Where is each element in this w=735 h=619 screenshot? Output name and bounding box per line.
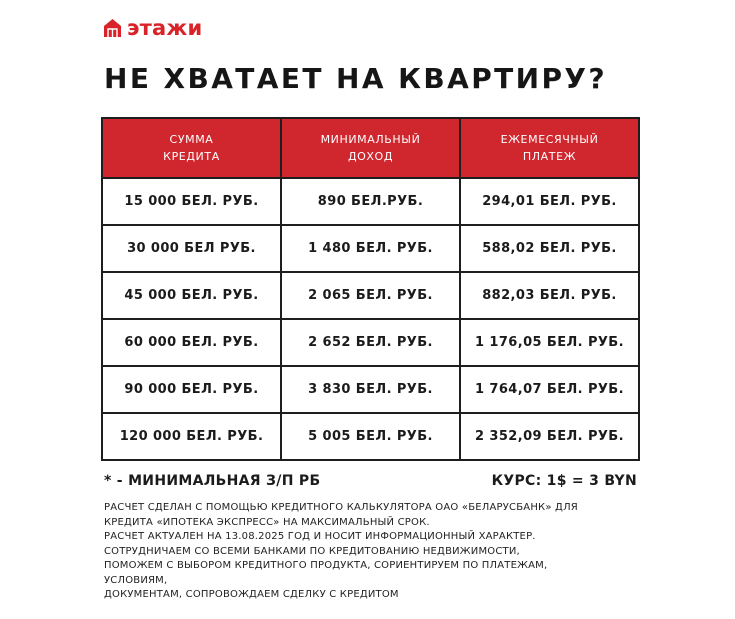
table-row: [102, 225, 639, 272]
disclaimer-line: ПОМОЖЕМ С ВЫБОРОМ КРЕДИТНОГО ПРОДУКТА, СОРИЕНТИРУЕМ ПО ПЛАТЕЖАМ,: [104, 560, 548, 571]
table-row: [102, 178, 639, 225]
house-icon: [104, 19, 121, 37]
disclaimer-line: УСЛОВИЯМ,: [104, 574, 168, 586]
exchange-rate-note: КУРС: 1$ = 3 BYN: [491, 473, 637, 489]
table-header-row: [102, 118, 639, 178]
disclaimer-line: КРЕДИТА «ИПОТЕКА ЭКСПРЕСС» НА МАКСИМАЛЬНЫЙ СРОК.: [104, 516, 430, 528]
table-row: [102, 319, 639, 366]
cell-loan-amount: 45 000 БЕЛ. РУБ.: [102, 272, 281, 319]
cell-monthly-payment: 1 176,05 БЕЛ. РУБ.: [460, 319, 639, 366]
cell-loan-amount: 30 000 БЕЛ РУБ.: [102, 225, 281, 272]
cell-monthly-payment: 588,02 БЕЛ. РУБ.: [460, 225, 639, 272]
disclaimer-text: [104, 501, 644, 603]
header-min-income: МИНИМАЛЬНЫЙ ДОХОД: [281, 118, 460, 178]
cell-min-income: 890 БЕЛ.РУБ.: [281, 178, 460, 225]
cell-min-income: 3 830 БЕЛ. РУБ.: [281, 366, 460, 413]
brand-name: этажи: [127, 16, 203, 40]
cell-monthly-payment: 882,03 БЕЛ. РУБ.: [460, 272, 639, 319]
disclaimer-line: РАСЧЕТ АКТУАЛЕН НА 13.08.2025 ГОД И НОСИТ ИНФОРМАЦИОННЫЙ ХАРАКТЕР.: [104, 531, 536, 542]
disclaimer-line: ДОКУМЕНТАМ, СОПРОВОЖДАЕМ СДЕЛКУ С КРЕДИТОМ: [104, 589, 399, 600]
cell-loan-amount: 15 000 БЕЛ. РУБ.: [102, 178, 281, 225]
cell-monthly-payment: 2 352,09 БЕЛ. РУБ.: [460, 413, 639, 460]
cell-min-income: 5 005 БЕЛ. РУБ.: [281, 413, 460, 460]
table-row: [102, 413, 639, 460]
disclaimer-line: РАСЧЕТ СДЕЛАН С ПОМОЩЬЮ КРЕДИТНОГО КАЛЬКУЛЯТОРА ОАО «БЕЛАРУСБАНК» ДЛЯ: [104, 502, 578, 513]
cell-loan-amount: 90 000 БЕЛ. РУБ.: [102, 366, 281, 413]
table-row: [102, 366, 639, 413]
table-row: [102, 272, 639, 319]
cell-loan-amount: 60 000 БЕЛ. РУБ.: [102, 319, 281, 366]
credit-table: [101, 117, 640, 461]
disclaimer-line: СОТРУДНИЧАЕМ СО ВСЕМИ БАНКАМИ ПО КРЕДИТОВАНИЮ НЕДВИЖИМОСТИ,: [104, 545, 520, 557]
cell-monthly-payment: 1 764,07 БЕЛ. РУБ.: [460, 366, 639, 413]
header-loan-amount: СУММА КРЕДИТА: [102, 118, 281, 178]
header-monthly-payment: ЕЖЕМЕСЯЧНЫЙ ПЛАТЕЖ: [460, 118, 639, 178]
cell-min-income: 2 065 БЕЛ. РУБ.: [281, 272, 460, 319]
cell-min-income: 1 480 БЕЛ. РУБ.: [281, 225, 460, 272]
cell-min-income: 2 652 БЕЛ. РУБ.: [281, 319, 460, 366]
cell-loan-amount: 120 000 БЕЛ. РУБ.: [102, 413, 281, 460]
page-title: НЕ ХВАТАЕТ НА КВАРТИРУ?: [104, 62, 608, 95]
cell-monthly-payment: 294,01 БЕЛ. РУБ.: [460, 178, 639, 225]
brand-logo: [104, 16, 202, 40]
min-salary-note: * - МИНИМАЛЬНАЯ З/П РБ: [104, 473, 321, 489]
